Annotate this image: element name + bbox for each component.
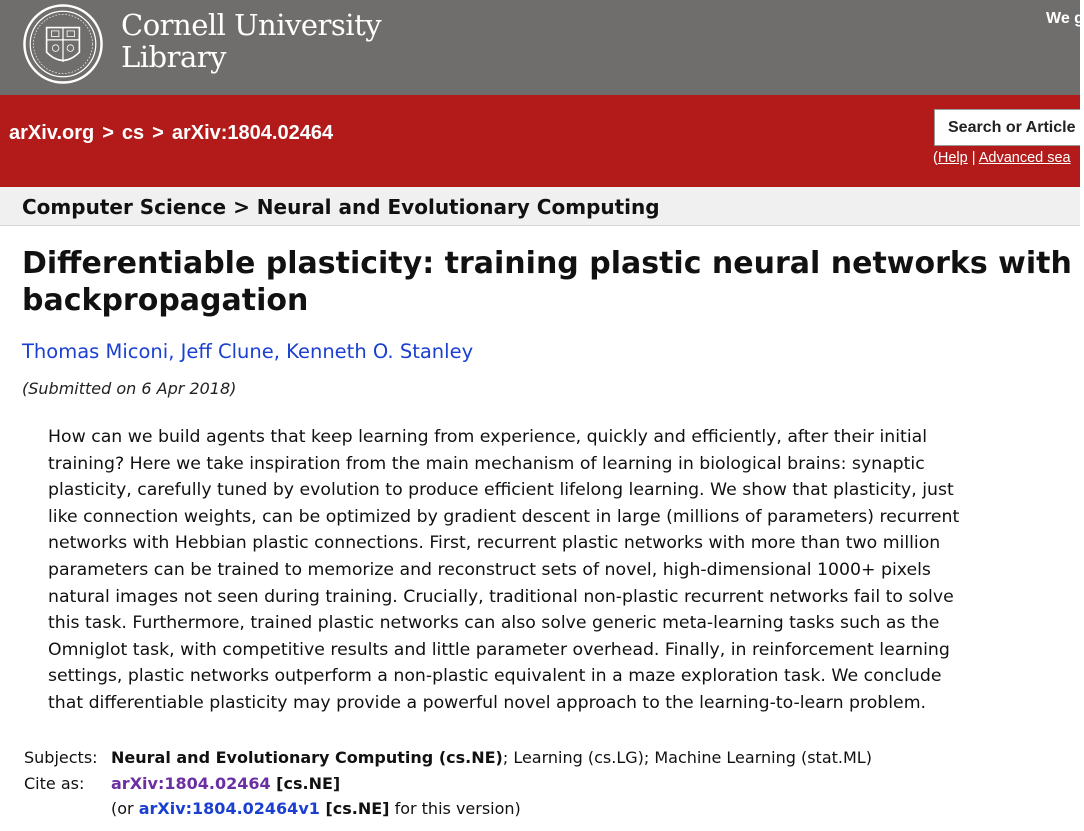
search-box[interactable]	[934, 109, 1080, 146]
author-separator: ,	[168, 340, 181, 363]
version-id-link[interactable]: arXiv:1804.02464v1	[138, 799, 320, 818]
abstract-line: that differentiable plasticity may provide a powerful novel approach to the learning-to-learn problem.	[48, 692, 927, 713]
author-separator: ,	[273, 340, 287, 363]
cite-label: Cite as:	[24, 774, 85, 793]
abstract-line: like connection weights, can be optimized by gradient descent in large (millions of parameters) recurrent	[48, 506, 960, 527]
version-suffix: for this version)	[389, 799, 521, 818]
breadcrumb-paper-id: arXiv:1804.02464	[171, 122, 334, 144]
breadcrumb	[9, 122, 333, 145]
breadcrumb-separator: >	[102, 122, 114, 144]
cornell-university-library-logo[interactable]	[121, 9, 381, 73]
paren-open: (	[933, 150, 938, 166]
abstract-line: parameters can be trained to memorize and reconstruct sets of novel, high-dimensional 1000+ pixels	[48, 559, 931, 580]
search-input[interactable]	[935, 110, 1080, 145]
primary-subject: Neural and Evolutionary Computing (cs.NE)	[111, 748, 503, 767]
support-message-link[interactable]: We g	[1046, 10, 1084, 27]
cite-category: [cs.NE]	[270, 774, 341, 793]
help-link[interactable]: Help	[937, 150, 968, 166]
abstract-line: networks with Hebbian plastic connections. First, recurrent plastic networks with more than two million	[48, 533, 941, 554]
author-link[interactable]: Thomas Miconi	[22, 340, 169, 363]
paper-title: Differentiable plasticity: training plastic neural networks with backpropagation	[22, 246, 1072, 318]
subjects-row	[24, 748, 872, 767]
breadcrumb-cs-link[interactable]: cs	[121, 122, 145, 144]
author-link[interactable]: Jeff Clune	[180, 340, 274, 363]
cornell-seal-icon[interactable]	[22, 3, 104, 85]
abstract-line: plasticity, carefully tuned by evolution to produce efficient lifelong learning. We show that plasticity, just	[48, 480, 954, 501]
abstract-line: settings, plastic networks outperform a non-plastic equivalent in a maze exploration task. We conclude	[48, 666, 942, 687]
subject-breadcrumb: Computer Science > Neural and Evolutionary Computing	[22, 195, 660, 219]
subjects-label: Subjects:	[24, 748, 98, 767]
author-list	[22, 340, 473, 363]
search-help-links	[933, 150, 1080, 166]
cornell-header	[0, 0, 1084, 95]
abstract-line: Omniglot task, with competitive results and little parameter overhead. Finally, in reinforcement learning	[48, 639, 950, 660]
abstract-line: How can we build agents that keep learning from experience, quickly and efficiently, after their initial	[48, 427, 928, 447]
subject-header	[0, 187, 1080, 226]
abstract	[48, 424, 1068, 717]
abstract-line: natural images not seen during training. Crucially, traditional non-plastic recurrent networks fail to solve	[48, 586, 954, 607]
breadcrumb-arxiv-link[interactable]: arXiv.org	[9, 122, 95, 144]
version-category: [cs.NE]	[319, 799, 390, 818]
secondary-subjects: ; Learning (cs.LG); Machine Learning (stat.ML)	[502, 748, 872, 767]
link-divider: |	[967, 150, 979, 166]
cite-row	[24, 774, 340, 793]
version-row	[111, 799, 521, 818]
cite-id-link[interactable]: arXiv:1804.02464	[111, 774, 271, 793]
abstract-line: training? Here we take inspiration from the main mechanism of learning in biological brains: synaptic	[48, 453, 925, 474]
university-name: Cornell University	[121, 8, 382, 42]
version-prefix: (or	[111, 799, 139, 818]
advanced-search-link[interactable]: Advanced sea	[978, 150, 1071, 166]
submission-date: (Submitted on 6 Apr 2018)	[22, 379, 237, 398]
author-link[interactable]: Kenneth O. Stanley	[286, 340, 474, 363]
library-name: Library	[121, 40, 226, 74]
breadcrumb-separator: >	[152, 122, 164, 144]
abstract-line: this task. Furthermore, trained plastic networks can also solve generic meta-learning tasks such as the	[48, 613, 940, 634]
